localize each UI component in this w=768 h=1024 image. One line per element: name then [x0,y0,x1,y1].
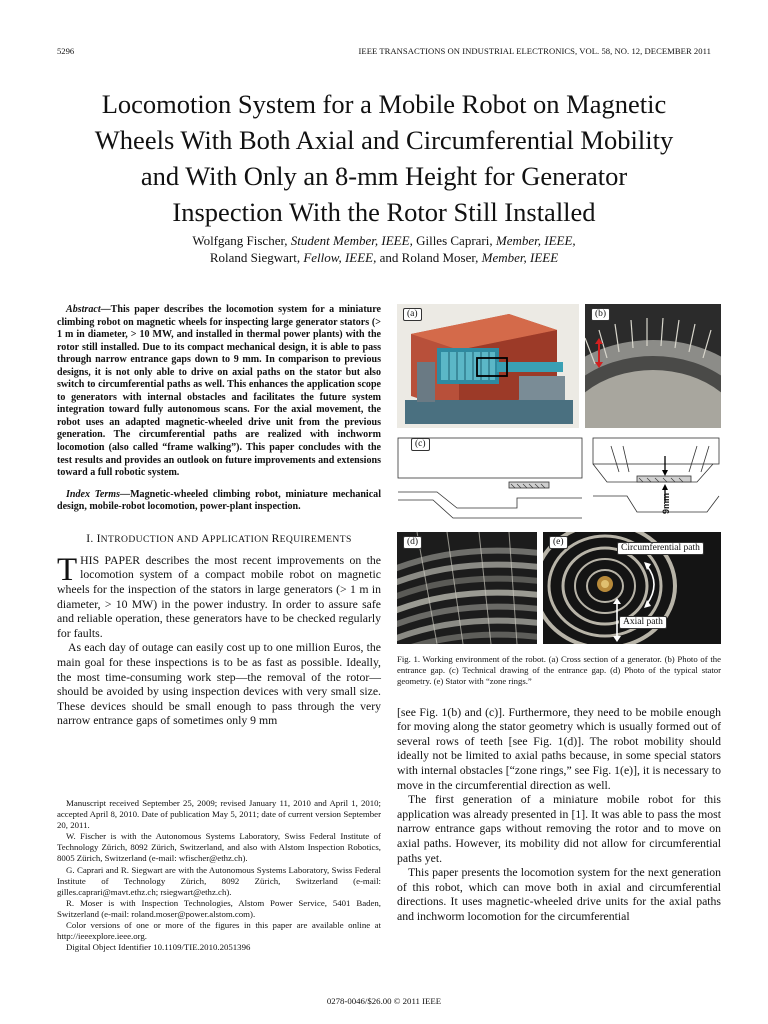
footnote: R. Moser is with Inspection Technologies, Alstom Power Service, 5401 Baden, Switzerland (e-mail: roland.moser@power.alstom.com). [57,897,381,919]
paper-title [40,86,728,230]
footnote: Digital Object Identifier 10.1109/TIE.2010.2051396 [66,942,251,953]
abstract-text: —This paper describes the locomotion system for a miniature climbing robot on magnetic wheels for inspecting large generator stators (> 1 m in diameter, > 10 MW, and installed in thermal power plants) with the rotor still installed. Due to its compact mechanical design, it is able to pass through narrow entrance gaps down to 9 mm. In comparison to previous designs, it is not only able to drive on axial paths on the stator but also switch to circumferential paths as well. This enhances the application scope to generators with internal obstacles and facilitates the future system integration toward fully autonomous scans. For the axial movement, the robot uses an adapted magnetic-wheeled drive unit from the previous generation. The circumferential paths are realized with inchworm locomotion (also called “frame walking”). This paper concludes with the test results and provides an outlook on future improvements and extensions toward a full robotic system. [57,304,381,479]
index-terms [57,489,381,514]
abstract [57,304,381,480]
figure-panel-b [585,304,721,428]
title-line: and With Only an 8-mm Height for Generator [140,161,628,191]
entrance-gap-photo [585,304,721,428]
circumferential-path-label: Circumferential path [617,542,704,555]
panel-label: (e) [549,536,568,549]
author-name: Wolfgang Fischer, [192,233,288,248]
drop-cap: T [57,551,78,588]
author-role: Fellow, IEEE, [303,250,377,265]
journal-name: IEEE TRANSACTIONS ON INDUSTRIAL ELECTRONICS, VOL. 58, NO. 12, DECEMBER 2011 [358,46,711,56]
right-paragraph-3: This paper presents the locomotion system for the next generation of this robot, which can move both in axial and circumferential directions. It uses magnetic-wheeled drive units for the axial paths and inchworm locomotion for the circumferential [397,866,721,923]
author-list [60,232,708,266]
figure-1 [397,304,721,644]
figure-panel-e [543,532,721,644]
author-name: Roland Siegwart, [209,250,301,265]
footnotes [57,798,381,953]
intro-paragraph-1 [57,551,381,642]
index-terms-lead: Index Terms [66,488,121,500]
title-line: Wheels With Both Axial and Circumferential Mobility [94,125,674,155]
figure-panel-c [397,432,721,526]
generator-cross-section-image [397,304,579,428]
footnote: Color versions of one or more of the figures in this paper are available online at http://ieeexplore.ieee.org. [57,920,381,942]
title-line: Locomotion System for a Mobile Robot on Magnetic [101,89,667,119]
index-terms-text: —Magnetic-wheeled climbing robot, miniature mechanical design, mobile-robot locomotion, power-plant inspection. [57,488,381,513]
footnote: W. Fischer is with the Autonomous Systems Laboratory, Swiss Federal Institute of Technology Zürich, 8092 Zürich, Switzerland, and also with Alstom Inspection Robotics, 8005 Zürich, Switzerland (e-mail: wfischer@ethz.ch). [57,831,381,864]
author-role: Member, IEEE [481,250,559,265]
right-column [397,304,721,925]
axial-path-label: Axial path [619,616,667,629]
footnote: Manuscript received September 25, 2009; revised January 11, 2010 and April 1, 2010; accepted April 8, 2010. Date of publication May 5, 2011; date of current version September 20, 2011. [57,798,381,831]
entrance-gap-technical-drawing [397,432,721,526]
author-name: and Roland Moser, [379,250,479,265]
right-paragraph-1: [see Fig. 1(b) and (c)]. Furthermore, they need to be mobile enough for moving along the stator geometry which is usually formed out of several rows of teeth [see Fig. 1(d)]. The robot mobility should ideally not be limited to axial paths because, in some special stators with internal obstacles [“zone rings,” see Fig. 1(e)], it is necessary to move in the circumferential direction as well. [397,705,721,792]
figure-panel-d [397,532,537,644]
panel-label: (a) [403,308,422,321]
right-body-text [397,706,721,925]
intro-text-1: HIS PAPER describes the most recent improvements on the locomotion system of a compact mobile robot on magnetic wheels for the inspection of the stators in large generators (> 1 m in diameter, > 10 MW) in the power industry. In order to assure safe and reliable operation, these generators have to be checked regularly for faults. [57,553,381,640]
section-heading: I. INTRODUCTION AND APPLICATION REQUIREMENTS [86,531,352,545]
panel-label: (b) [591,308,610,321]
abstract-lead: Abstract [66,304,101,315]
left-column [57,304,381,729]
right-paragraph-2: The first generation of a miniature mobile robot for this application was already presented in [1]. It was able to pass the most narrow entrance gaps without removing the rotor and to move on axial paths. However, its mobility did not allow for circumferential paths yet. [397,793,721,865]
panel-label: (d) [403,536,422,549]
figure-panel-a [397,304,579,428]
running-header [57,46,711,60]
panel-label: (c) [411,438,430,451]
author-name: Gilles Caprari, [416,233,493,248]
copyright-footer: 0278-0046/$26.00 © 2011 IEEE [326,996,442,1006]
figure-caption: Fig. 1. Working environment of the robot. (a) Cross section of a generator. (b) Photo of the entrance gap. (c) Technical drawing of the entrance gap. (d) Photo of the typical stator geometry. (e) Stator with “zone rings.” [397,654,721,687]
intro-paragraph-2: As each day of outage can easily cost up to one million Euros, the main goal for these inspections is to be as fast as possible. Ideally, the most time-consuming work step—the removal of the rotor—should be avoided by using inspection devices with very small size. These devices should be small enough to pass through the very narrow entrance gaps of sometimes only 9 mm [57,641,381,728]
author-role: Member, IEEE, [495,233,576,248]
footnote: G. Caprari and R. Siegwart are with the Autonomous Systems Laboratory, Swiss Federal Institute of Technology Zürich, 8092 Zürich, Switzerland (e-mail: gilles.caprari@mavt.ethz.ch; rsiegwart@ethz.ch). [57,864,381,897]
title-line: Inspection With the Rotor Still Installed [172,197,596,227]
author-role: Student Member, IEEE, [290,233,413,248]
dimension-label: 9mm [661,492,671,514]
page-number: 5296 [57,46,75,56]
